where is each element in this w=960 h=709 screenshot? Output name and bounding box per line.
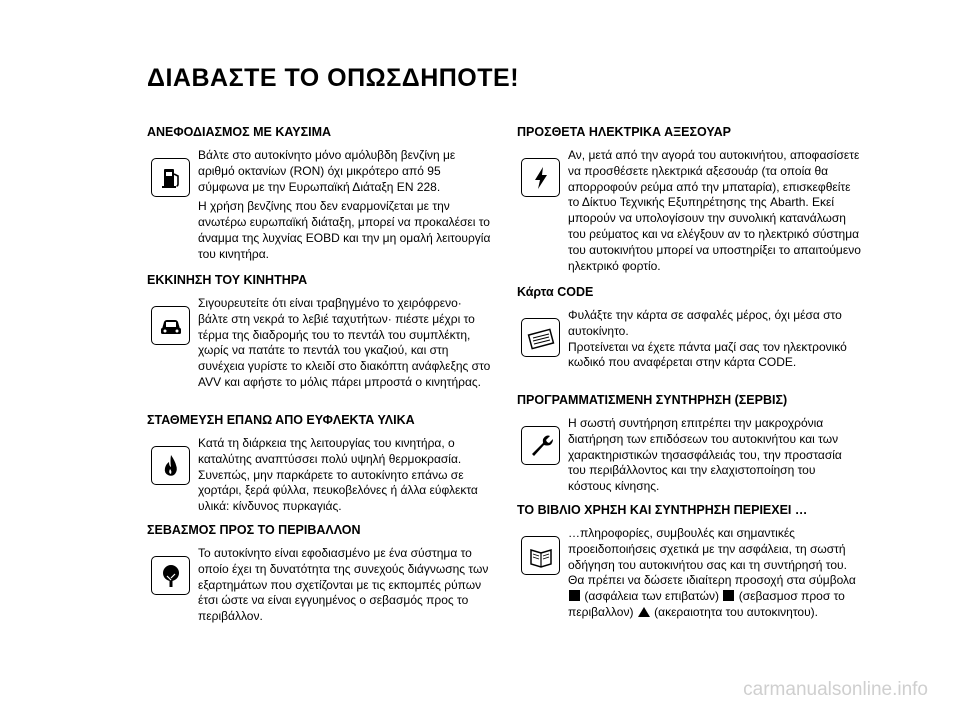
fire-icon [151,446,190,485]
section-heading: ΤΟ ΒΙΒΛΙΟ ΧΡΗΣΗ ΚΑΙ ΣΥΝΤΗΡΗΣΗ ΠΕΡΙΕΧΕΙ … [517,503,808,517]
passenger-safety-icon [569,590,580,601]
section-heading: ΑΝΕΦΟΔΙΑΣΜΟΣ ΜΕ ΚΑΥΣΙΜΑ [147,125,332,139]
vehicle-integrity-icon [638,607,650,617]
paragraph: Κατά τη διάρκεια της λειτουργίας του κινητήρα, ο καταλύτης αναπτύσσει πολύ υψηλή θερμοκρασία. Συνεπώς, μην παρκάρετε το αυτοκίνητο επάνω σε χορτάρι, ξερά φύλλα, πευκοβελόνες ή άλλα εύφλεκτα υλικά: κίνδυνος πυρκαγιάς. [198,436,478,514]
watermark: carmanualsonline.info [743,679,928,700]
section-engine-start [147,273,492,413]
section-heading: Κάρτα CODE [517,285,594,299]
environment-symbol-icon [723,590,734,601]
page-title: ΔΙΑΒΑΣΤΕ ΤΟ ΟΠΩΣΔΗΠΟΤΕ! [147,64,520,92]
paragraph [568,526,862,621]
section-environment [147,523,492,629]
rich-text: …πληροφορίες, συμβουλές και σημαντικές προειδοποιήσεις σχετικά με την ασφάλεια, τη σωστή οδήγηση του αυτοκινήτου σας και τη συντήρησή του. Θα πρέπει να δώσετε ιδιαίτερη προσοχή στα σύμβολα [568,526,856,588]
car-icon [151,306,190,345]
paragraph: Αν, μετά από την αγορά του αυτοκινήτου, αποφασίσετε να προσθέσετε ηλεκτρικά αξεσουάρ (τα οποία θα απορροφούν ρεύμα από την μπαταρία), επισκεφθείτε το Δίκτυο Τεχνικής Εξυπηρέτησης της Abarth. Εκεί μπορούν να υπολογίσουν την συνολική κατανάλωση του ρεύματος και να ελέγξουν αν το ηλεκτρικό σύστημα του αυτοκινήτου μπορεί να υποστηρίξει το απαιτούμενο ηλεκτρικό φορτίο. [568,148,861,273]
tree-icon [151,556,190,595]
section-parking [147,413,492,523]
paragraph: Προτείνεται να έχετε πάντα μαζί σας τον ηλεκτρονικό κωδικό που αναφέρεται στην κάρτα CODE. [568,339,847,370]
paragraph: Φυλάξτε την κάρτα σε ασφαλές μέρος, όχι μέσα στο αυτοκίνητο. [568,308,842,338]
rich-text: (σεβασμοσ προσ το περιβαλλον) [568,589,845,619]
rich-text: (ακεραιοτητα του αυτοκινητου). [654,604,818,619]
lightning-icon [521,158,560,197]
section-fuel [147,125,492,273]
right-column [517,125,862,625]
book-icon [521,536,560,575]
section-electrical-accessories [517,125,862,285]
card-icon [521,318,560,357]
section-code-card [517,285,862,393]
rich-text: (ασφάλεια των επιβατών) [584,589,720,604]
paragraph: Σιγουρευτείτε ότι είναι τραβηγμένο το χειρόφρενο· βάλτε στη νεκρά το λεβιέ ταχυτήτων· πιέστε μέχρι το τέρμα της διαδρομής του το πεντάλ του συμπλέκτη, χωρίς να πατάτε το πεντάλ του γκαζιού, και στη συνέχεια γυρίστε το κλειδί στο διακόπτη ανάφλεξης στο AVV και αφήστε το μόλις πάρει μπροστά ο κινητήρας. [198,296,491,389]
section-heading: ΠΡΟΣΘΕΤΑ ΗΛΕΚΤΡΙΚΑ ΑΞΕΣΟΥΑΡ [517,125,731,139]
section-manual-contents [517,503,862,625]
paragraph: Η χρήση βενζίνης που δεν εναρμονίζεται με την ανωτέρω ευρωπαϊκή διάταξη, μπορεί να προκαλέσει το άναμμα της λυχνίας EOBD και την μη ομαλή λειτουργία του κινητήρα. [198,199,491,261]
paragraph: Η σωστή συντήρηση επιτρέπει την μακροχρόνια διατήρηση των επιδόσεων του αυτοκινήτου και των χαρακτηριστικών τησασφάλειάς του, την προστασία του περιβάλλοντος και την ελαχιστοποίηση του κόστους κίνησης. [568,416,842,494]
section-heading: ΕΚΚΙΝΗΣΗ ΤΟΥ ΚΙΝΗΤΗΡΑ [147,273,308,287]
left-column [147,125,492,629]
section-heading: ΣΤΑΘΜΕΥΣΗ ΕΠΑΝΩ ΑΠΟ ΕΥΦΛΕΚΤΑ ΥΛΙΚΑ [147,413,415,427]
fuel-pump-icon [151,158,190,197]
section-heading: ΠΡΟΓΡΑΜΜΑΤΙΣΜΕΝΗ ΣΥΝΤΗΡΗΣΗ (ΣΕΡΒΙΣ) [517,393,788,407]
wrench-icon [521,426,560,465]
paragraph: Βάλτε στο αυτοκίνητο μόνο αμόλυβδη βενζίνη με αριθμό οκτανίων (RON) όχι μικρότερο από 95 σύμφωνα με την Ευρωπαϊκή Διάταξη ΕΝ 228. [198,148,456,194]
section-heading: ΣΕΒΑΣΜΟΣ ΠΡΟΣ ΤΟ ΠΕΡΙΒΑΛΛΟΝ [147,523,361,537]
section-scheduled-service [517,393,862,503]
paragraph: Το αυτοκίνητο είναι εφοδιασμένο με ένα σύστημα το οποίο έχει τη δυνατότητα της συνεχούς διάγνωσης των εξαρτημάτων που σχετίζονται με τις εκπομπές ρύπων έτσι ώστε να είναι εγγυημένος ο σεβασμός προς το περιβάλλον. [198,546,489,624]
